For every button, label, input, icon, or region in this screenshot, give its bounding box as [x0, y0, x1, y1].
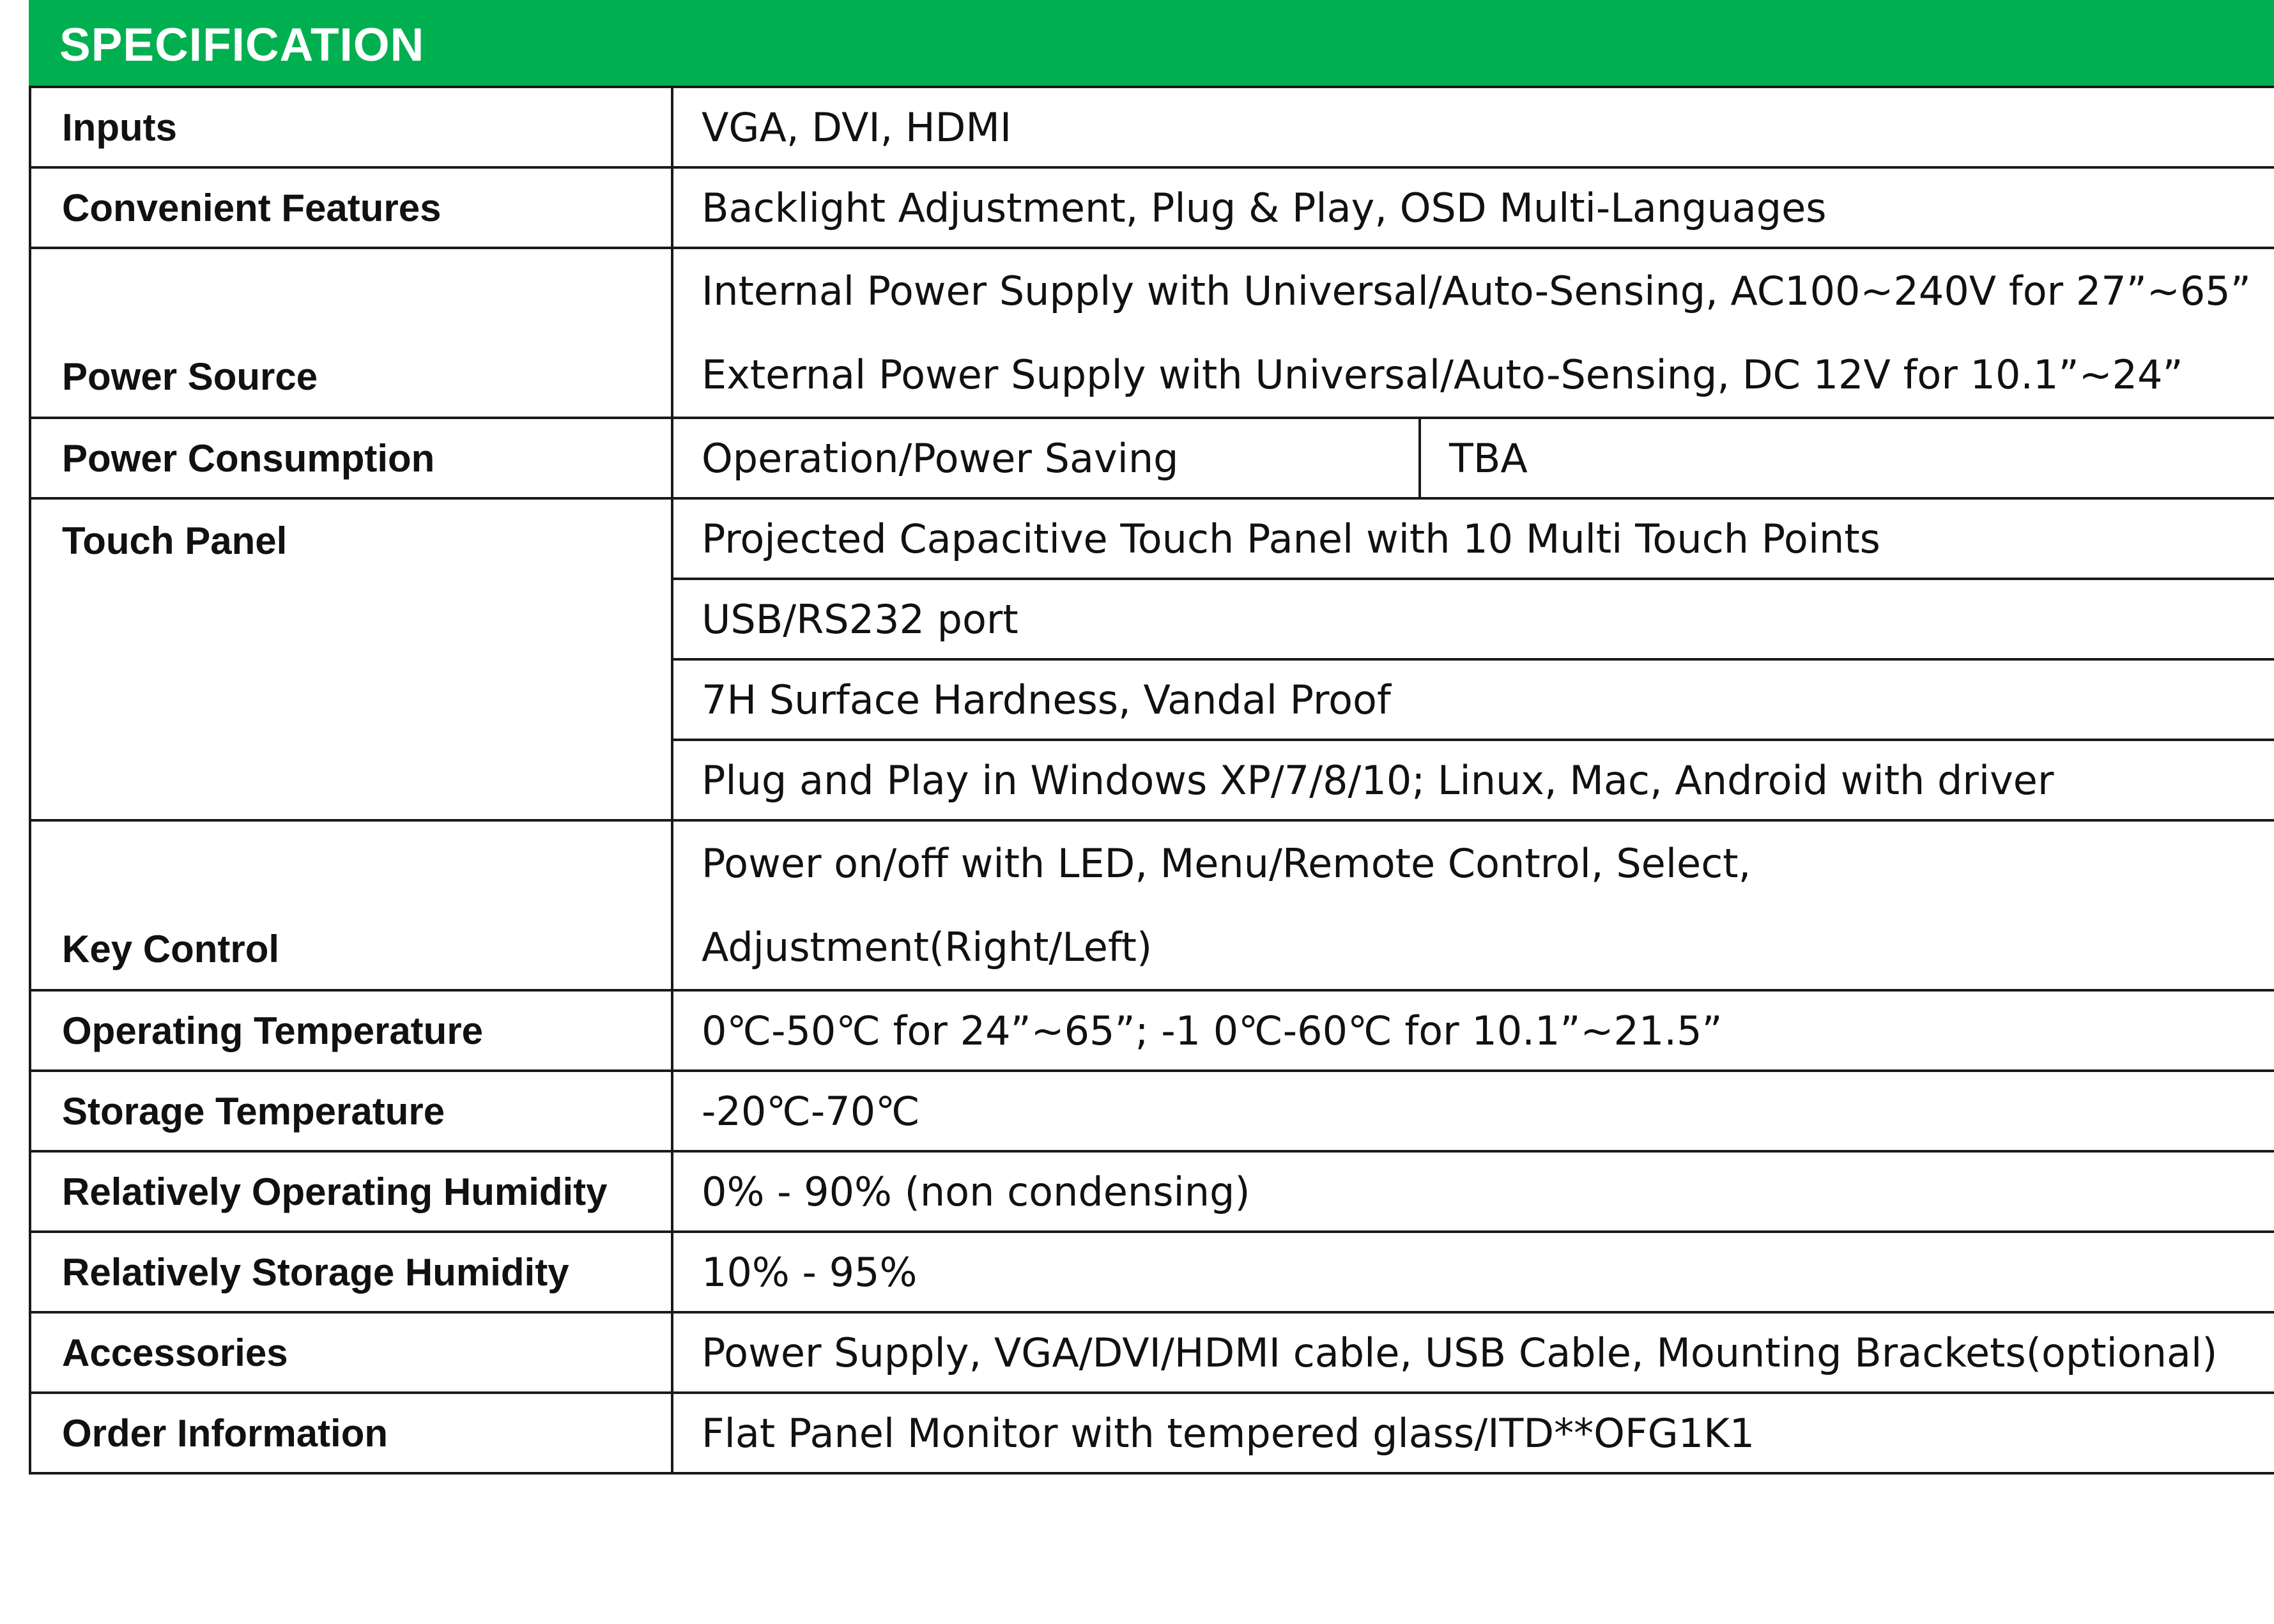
accessories-label: Accessories [30, 1312, 672, 1393]
touch-panel-value: 7H Surface Hardness, Vandal Proof [672, 659, 2274, 740]
power-source-value [672, 248, 2274, 418]
features-label: Convenient Features [30, 167, 672, 248]
operating-temperature-label: Operating Temperature [30, 990, 672, 1071]
power-consumption-sub-label: Operation/Power Saving [672, 418, 1420, 498]
specification-header [29, 0, 2274, 86]
table-row [30, 1071, 2274, 1151]
power-source-line: Internal Power Supply with Universal/Auto-Sensing, AC100~240V for 27”~65” [702, 268, 2251, 314]
storage-humidity-label: Relatively Storage Humidity [30, 1232, 672, 1312]
inputs-value: VGA, DVI, HDMI [672, 87, 2274, 167]
specification-table [29, 86, 2274, 1475]
order-information-value: Flat Panel Monitor with tempered glass/ITD**OFG1K1 [672, 1393, 2274, 1473]
specification-title: SPECIFICATION [59, 19, 425, 71]
accessories-value: Power Supply, VGA/DVI/HDMI cable, USB Cable, Mounting Brackets(optional) [672, 1312, 2274, 1393]
storage-temperature-value: -20℃-70℃ [672, 1071, 2274, 1151]
table-row [30, 167, 2274, 248]
table-row [30, 87, 2274, 167]
power-source-label: Power Source [30, 248, 672, 418]
key-control-line: Adjustment(Right/Left) [702, 924, 1153, 970]
operating-humidity-value: 0% - 90% (non condensing) [672, 1151, 2274, 1232]
touch-panel-value: USB/RS232 port [672, 579, 2274, 659]
storage-temperature-label: Storage Temperature [30, 1071, 672, 1151]
table-row [30, 418, 2274, 498]
touch-panel-value: Projected Capacitive Touch Panel with 10 Multi Touch Points [672, 498, 2274, 579]
specification-sheet [29, 0, 2274, 1475]
table-row [30, 1312, 2274, 1393]
table-row [30, 1151, 2274, 1232]
key-control-line: Power on/off with LED, Menu/Remote Control, Select, [702, 840, 1751, 887]
table-row [30, 990, 2274, 1071]
key-control-label: Key Control [30, 820, 672, 990]
order-information-label: Order Information [30, 1393, 672, 1473]
table-row [30, 820, 2274, 990]
touch-panel-value: Plug and Play in Windows XP/7/8/10; Linux, Mac, Android with driver [672, 740, 2274, 820]
power-source-line: External Power Supply with Universal/Auto-Sensing, DC 12V for 10.1”~24” [702, 351, 2183, 398]
operating-temperature-value: 0℃-50℃ for 24”~65”; -1 0℃-60℃ for 10.1”~21.5” [672, 990, 2274, 1071]
inputs-label: Inputs [30, 87, 672, 167]
power-consumption-label: Power Consumption [30, 418, 672, 498]
storage-humidity-value: 10% - 95% [672, 1232, 2274, 1312]
features-value: Backlight Adjustment, Plug & Play, OSD Multi-Languages [672, 167, 2274, 248]
key-control-value [672, 820, 2274, 990]
power-consumption-value: TBA [1420, 418, 2274, 498]
table-row [30, 1393, 2274, 1473]
table-row [30, 498, 2274, 579]
table-row [30, 1232, 2274, 1312]
operating-humidity-label: Relatively Operating Humidity [30, 1151, 672, 1232]
table-row [30, 248, 2274, 418]
touch-panel-label: Touch Panel [30, 498, 672, 820]
